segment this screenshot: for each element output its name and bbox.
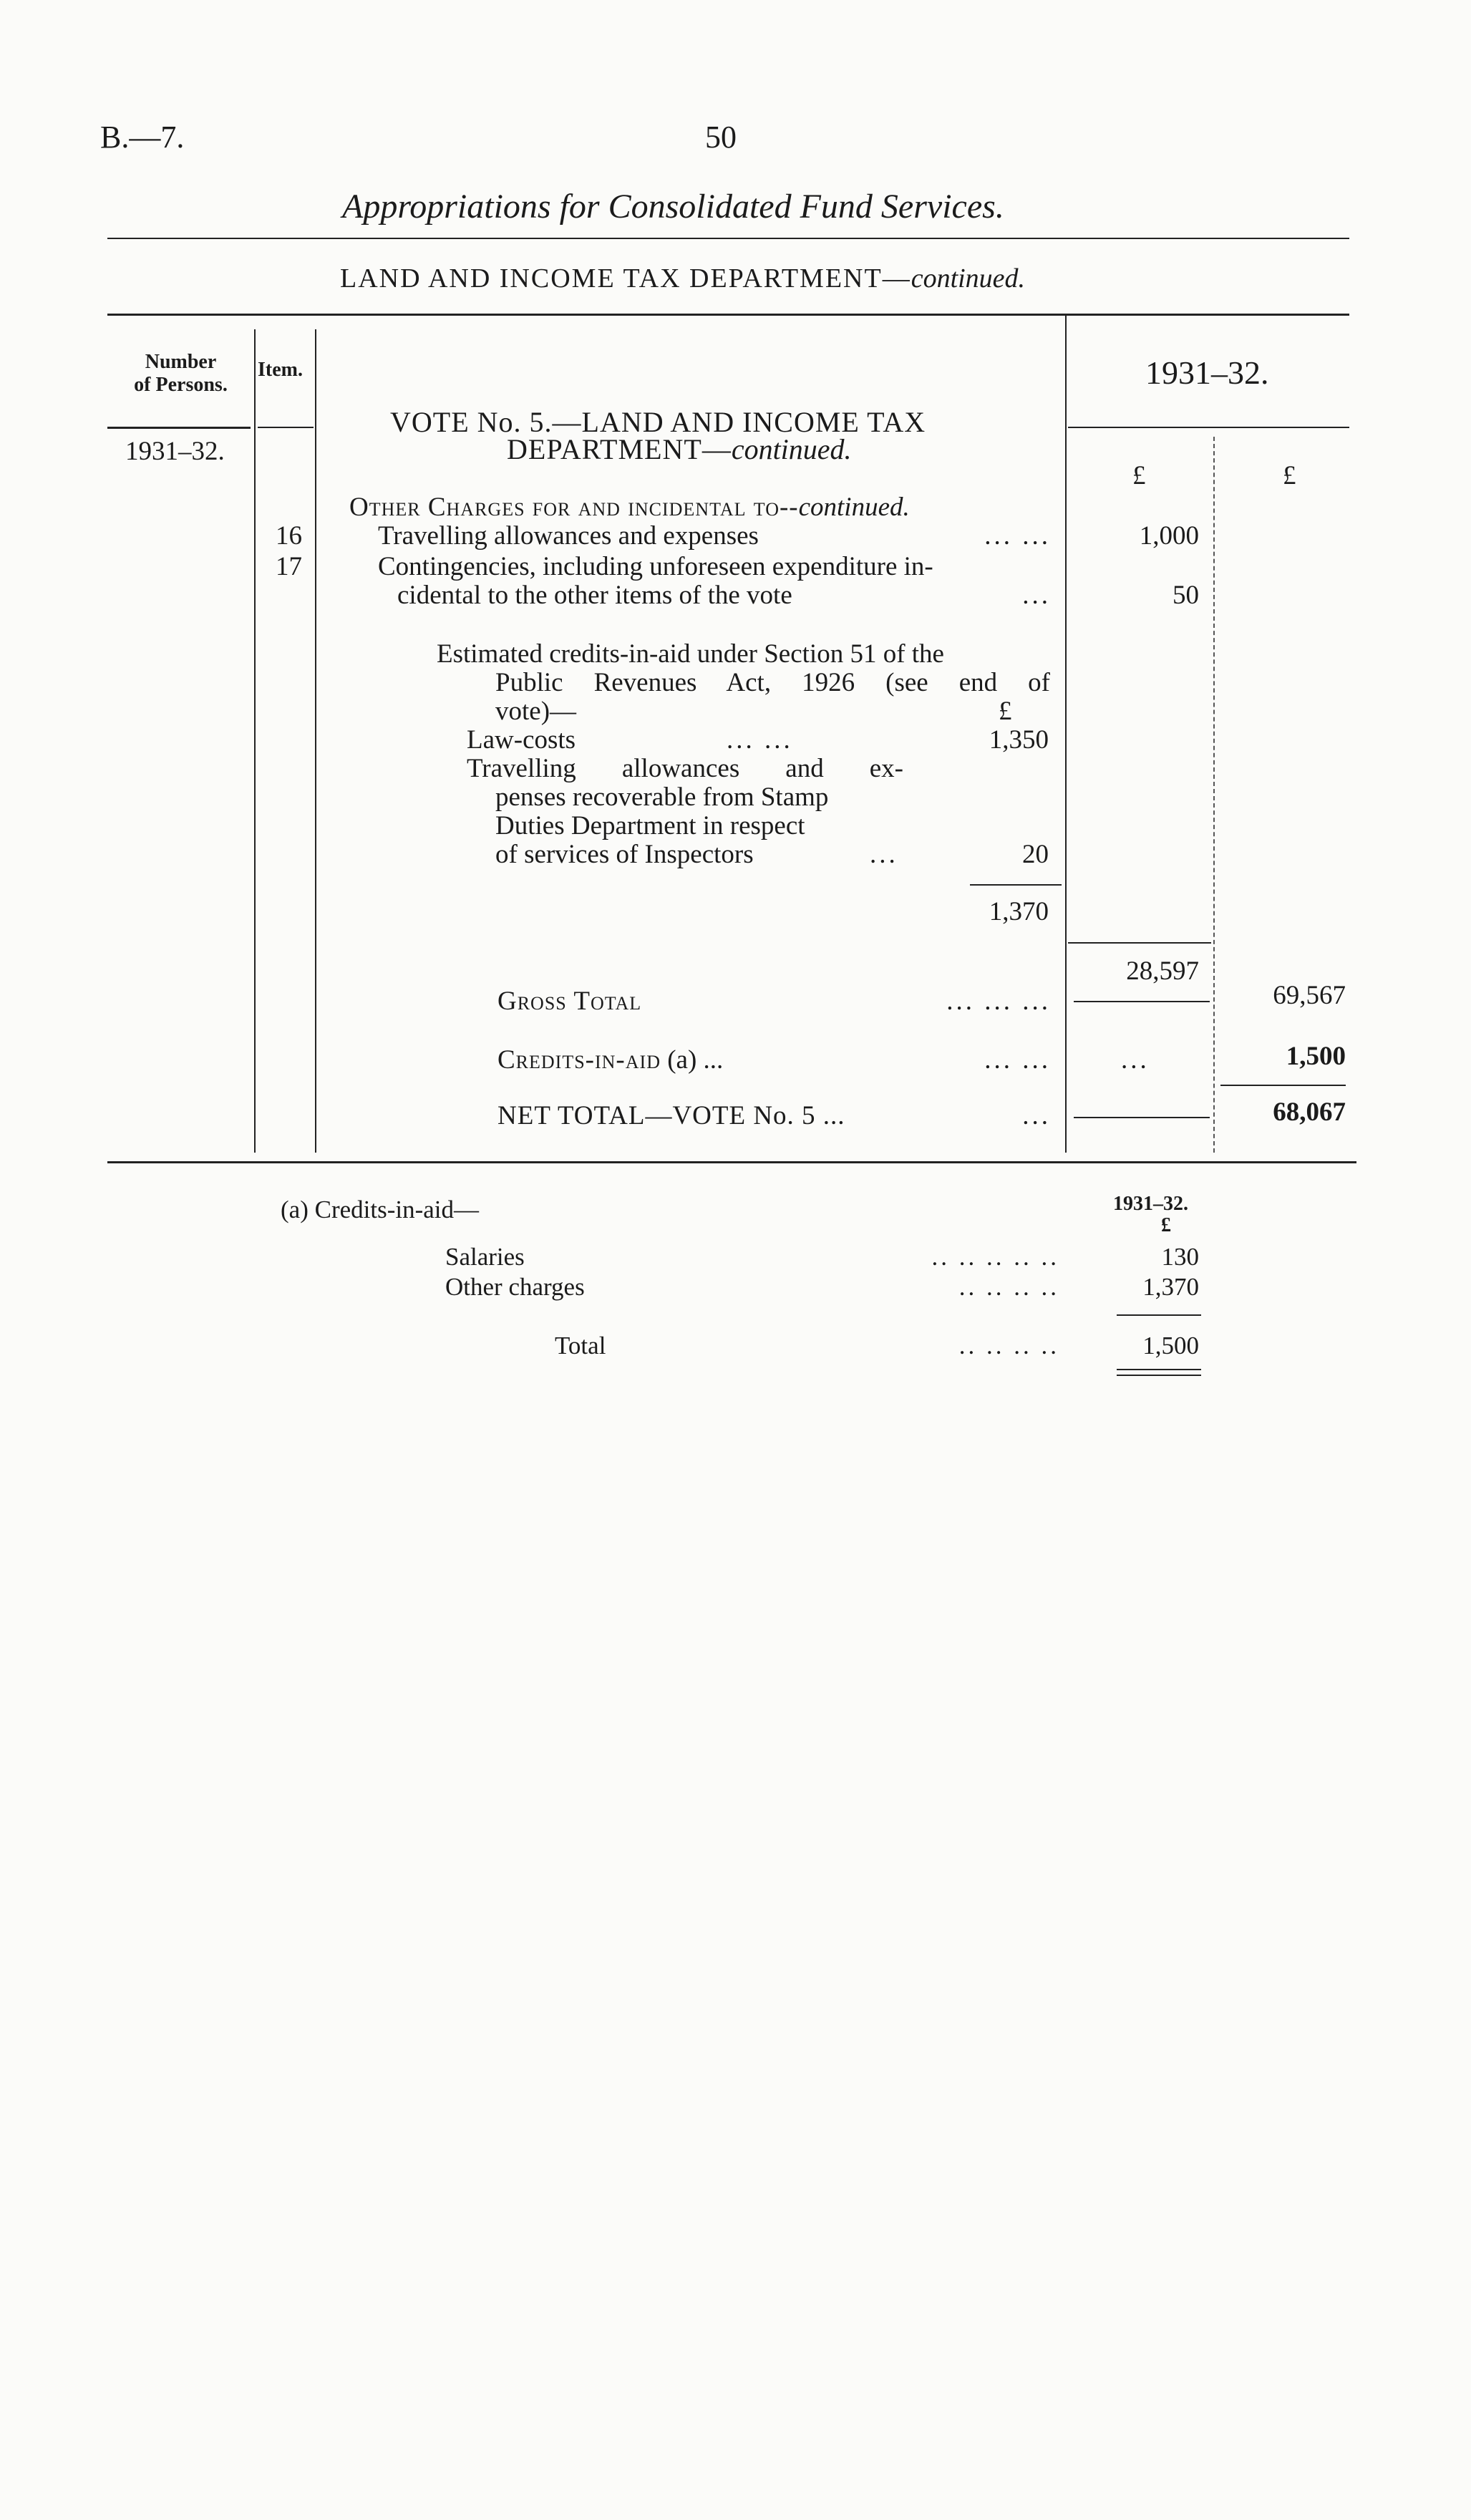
net-total-col2-rule	[1220, 1085, 1346, 1086]
footnote-total-amount: 1,500	[1142, 1332, 1199, 1360]
other-charges-heading-continued: continued.	[798, 493, 910, 522]
net-total-amount: 68,067	[1273, 1097, 1346, 1127]
footnote-row-amount: 1,370	[1142, 1273, 1199, 1301]
year-header-rule	[1068, 427, 1349, 428]
table-row-item-number: 17	[276, 552, 302, 581]
gross-total-dots: ... ... ...	[946, 987, 1051, 1016]
footnote-total-double-rule-2	[1117, 1375, 1201, 1376]
gross-total-amount: 69,567	[1273, 981, 1346, 1010]
footnote-total-dots: .. .. .. ..	[958, 1332, 1059, 1360]
table-row-dots: ... ...	[984, 521, 1051, 551]
other-charges-rule	[1068, 942, 1211, 944]
col-divider-text	[1065, 315, 1067, 1153]
credits-subtotal-rule	[970, 884, 1062, 886]
vote-title-dept: DEPARTMENT—	[507, 433, 732, 465]
table-row-text-cont: cidental to the other items of the vote	[397, 581, 792, 610]
net-total-dots: ...	[1022, 1101, 1051, 1130]
footnote-total-double-rule-1	[1117, 1369, 1201, 1370]
department-heading	[340, 265, 1025, 292]
page-number: 50	[705, 120, 737, 155]
footnote-row-label: Salaries	[445, 1243, 525, 1271]
item-header-rule	[258, 427, 314, 428]
table-row-dots: ...	[1022, 581, 1051, 610]
pound-sign-col1: £	[1132, 461, 1146, 490]
law-costs-label: Law-costs	[467, 725, 576, 755]
vote-title-continued: continued.	[731, 433, 852, 465]
persons-header-rule	[107, 427, 251, 429]
footnote-pound-sign: £	[1161, 1214, 1171, 1236]
credits-in-aid-ref: (a) ...	[667, 1045, 724, 1075]
col-divider-persons	[254, 329, 256, 1153]
footnote-row-dots: .. .. .. ..	[958, 1273, 1059, 1301]
other-charges-heading-text: Other Charges for and incidental to--	[349, 493, 799, 522]
gross-total-label: Gross Total	[497, 987, 642, 1016]
footnote-heading: (a) Credits-in-aid—	[281, 1196, 479, 1223]
credits-in-aid-amount: 1,500	[1286, 1042, 1346, 1071]
footnote-row-amount: 130	[1161, 1243, 1199, 1271]
table-row-item-number: 16	[276, 521, 302, 551]
table-row-text: Travelling allowances and expenses	[378, 521, 759, 551]
travel-recoverable-line3: Duties Department in respect	[495, 811, 805, 840]
table-row-text: Contingencies, including unforeseen expenditure in-	[378, 552, 933, 581]
other-charges-total: 28,597	[1126, 956, 1199, 986]
col-header-year: 1931–32.	[1145, 354, 1269, 391]
table-top-rule	[107, 314, 1349, 316]
other-charges-heading	[349, 494, 910, 520]
credits-in-aid-dots: ... ...	[984, 1045, 1051, 1075]
footnote-subtotal-rule	[1117, 1314, 1201, 1316]
vote-title-line2	[507, 435, 852, 464]
col-header-persons-line1: Number	[145, 351, 217, 373]
travel-recoverable-amount: 20	[1022, 840, 1049, 869]
travel-recoverable-line4: of services of Inspectors	[495, 840, 754, 869]
footnote-total-label: Total	[555, 1332, 606, 1360]
page-reference: B.—7.	[100, 120, 185, 155]
department-name: LAND AND INCOME TAX DEPARTMENT—	[340, 263, 911, 294]
table-row-amount: 50	[1173, 581, 1199, 610]
law-costs-amount: 1,350	[989, 725, 1049, 755]
persons-year: 1931–32.	[125, 437, 225, 466]
pound-sign-col2: £	[1283, 461, 1296, 490]
credits-text-line2: Public Revenues Act, 1926 (see end of	[495, 668, 1050, 697]
title-rule	[107, 238, 1349, 239]
credits-text-line1: Estimated credits-in-aid under Section 51 of the	[437, 639, 944, 669]
footnote-row-label: Other charges	[445, 1273, 585, 1301]
net-total-col1-rule	[1074, 1117, 1210, 1118]
table-row-amount: 1,000	[1139, 521, 1199, 551]
travel-recoverable-line2: penses recoverable from Stamp	[495, 782, 829, 812]
vote-title-line1: VOTE No. 5.—LAND AND INCOME TAX	[390, 406, 926, 438]
footnote-year: 1931–32.	[1113, 1193, 1188, 1215]
law-costs-dots: ... ...	[727, 725, 793, 755]
col-header-persons-line2: of Persons.	[134, 374, 228, 397]
credits-pound-sign: £	[999, 697, 1012, 726]
credits-in-aid-label: Credits-in-aid	[497, 1045, 661, 1075]
credits-in-aid-row	[497, 1047, 723, 1073]
credits-text-line3: vote)—	[495, 697, 577, 726]
footnote-row-dots: .. .. .. .. ..	[931, 1243, 1059, 1271]
table-bottom-rule	[107, 1161, 1356, 1163]
travel-recoverable-line1: Travelling allowances and ex-	[467, 754, 903, 783]
col-divider-item	[315, 329, 316, 1153]
credits-subtotal: 1,370	[989, 897, 1049, 926]
credits-in-aid-col1-dots: ...	[1121, 1045, 1150, 1075]
col-header-persons	[107, 351, 254, 397]
col-header-item: Item.	[258, 359, 303, 381]
page-title: Appropriations for Consolidated Fund Services.	[342, 188, 1004, 226]
net-total-label: NET TOTAL—VOTE No. 5 ...	[497, 1101, 845, 1130]
col-divider-amounts	[1213, 437, 1215, 1153]
department-continued: continued.	[911, 263, 1026, 294]
travel-recoverable-dots: ...	[870, 840, 898, 869]
gross-total-col1-rule	[1074, 1001, 1210, 1002]
